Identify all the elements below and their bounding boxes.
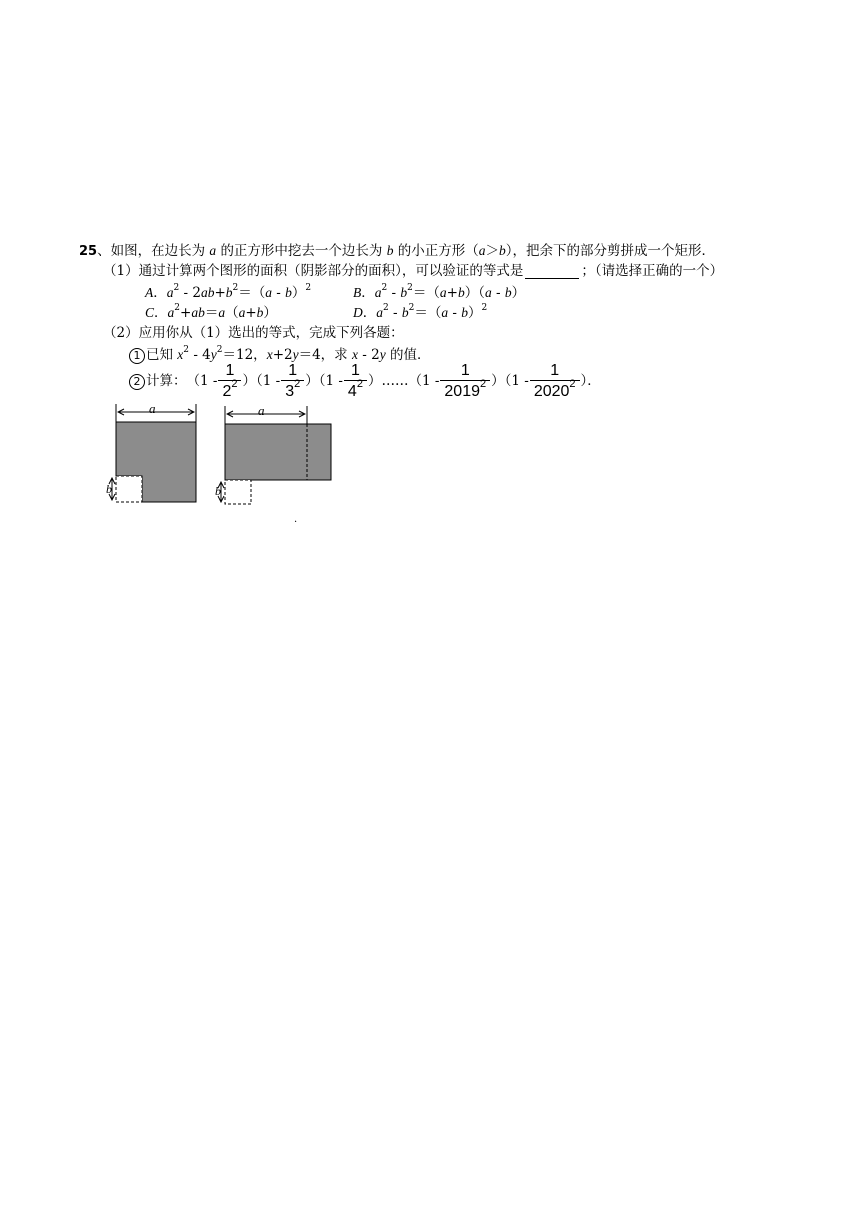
part2-q1: 1 已知 $x^2 - 4y^2=12$，x+2y＝4，求 x - 2y 的值． <box>129 348 431 364</box>
fraction-2: $\frac{1}{3^2}$ <box>281 362 304 401</box>
answer-blank[interactable] <box>525 266 579 279</box>
circled-number-2: 2 <box>129 374 145 390</box>
circled-number-1: 1 <box>129 348 145 364</box>
option-c[interactable]: C．$a^2+ab=a(a+b)$ <box>145 303 277 321</box>
option-a[interactable]: A．$a^2 - 2ab+b^2=(a - b)^2$ <box>145 283 312 301</box>
problem-statement: 25、如图，在边长为 a 的正方形中挖去一个边长为 b 的小正方形（a＞b），把余下的部分剪拼成一个矩形． <box>79 243 716 259</box>
fraction-2020: $\frac{1}{2020^2}$ <box>530 362 580 401</box>
label-b-1: b <box>106 482 112 496</box>
part2-question: （2）应用你从（1）选出的等式，完成下列各题： <box>103 325 404 341</box>
part2-q2: 2 计算： （1 - $\frac{1}{2^2}$ ）（1 - $\frac{1}{3^2}$ ）（1 - $\frac{1}{4^2}$ ）……（1 - $\frac{1}{2019^2}$ ）（1 - $\frac{1}{2020^2}$ ）． <box>129 362 601 401</box>
figure-rearranged-rectangle <box>215 403 331 504</box>
fraction-1: $\frac{1}{2^2}$ <box>218 362 241 401</box>
problem-number: 25 <box>79 244 98 259</box>
option-d[interactable]: D．$a^2 - b^2=(a - b)^2$ <box>353 303 488 321</box>
label-b-2: b <box>215 484 221 498</box>
stray-dot: . <box>294 514 298 525</box>
figures <box>100 400 340 510</box>
label-a-1: a <box>149 401 156 416</box>
figure-square-with-cutout <box>106 401 196 502</box>
label-a-2: a <box>258 403 265 418</box>
option-b[interactable]: B．$a^2 - b^2=(a+b)(a - b)$ <box>353 283 526 301</box>
fraction-3: $\frac{1}{4^2}$ <box>344 362 367 401</box>
fraction-2019: $\frac{1}{2019^2}$ <box>440 362 490 401</box>
part1-question: （1）通过计算两个图形的面积（阴影部分的面积），可以验证的等式是 ；（请选择正确的一个） <box>103 263 724 279</box>
